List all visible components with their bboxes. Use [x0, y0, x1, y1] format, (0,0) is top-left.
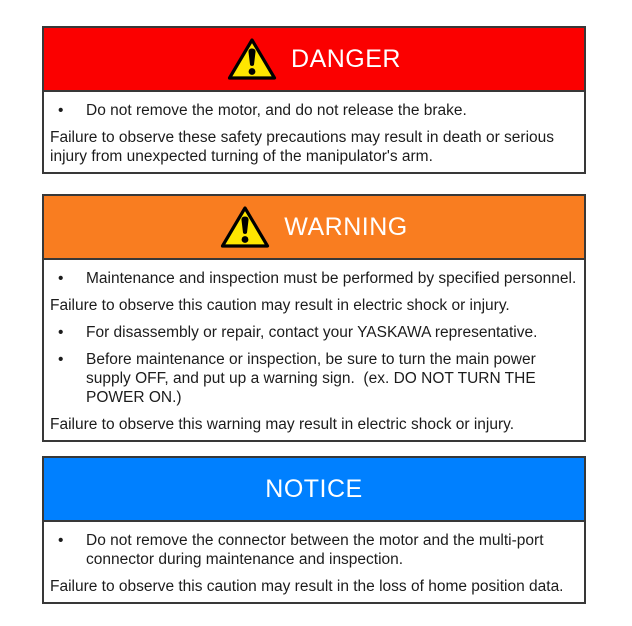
bullet-item [50, 101, 578, 120]
bullet-item [50, 269, 578, 288]
bullet-text: Do not remove the motor, and do not release the brake. [86, 102, 467, 119]
danger-body [44, 92, 584, 172]
note-paragraph: Failure to observe this caution may result in electric shock or injury. [50, 297, 510, 314]
bullet-text: Do not remove the connector between the motor and the multi-port connector during maintenance and inspection. [86, 532, 548, 568]
warning-triangle-icon [227, 37, 277, 81]
bullet-text: For disassembly or repair, contact your YASKAWA representative. [86, 324, 538, 341]
bullet-icon: • [58, 270, 64, 287]
bullet-text: Before maintenance or inspection, be sure to turn the main power supply OFF, and put up a warning sign. (ex. DO NOT TURN THE POWER ON.) [86, 351, 541, 406]
note-paragraph: Failure to observe this caution may result in the loss of home position data. [50, 578, 564, 595]
bullet-text: Maintenance and inspection must be performed by specified personnel. [86, 270, 577, 287]
bullet-icon: • [58, 102, 64, 119]
bullet-item [50, 350, 578, 407]
warning-body [44, 260, 584, 440]
notice-header [44, 458, 584, 522]
bullet-item [50, 531, 578, 569]
bullet-icon: • [58, 324, 64, 341]
notice-title: NOTICE [265, 474, 363, 503]
bullet-item [50, 323, 578, 342]
danger-panel [42, 26, 586, 174]
bullet-icon: • [58, 532, 64, 549]
warning-triangle-icon [220, 205, 270, 249]
bullet-icon: • [58, 351, 64, 368]
notice-panel [42, 456, 586, 604]
note-paragraph: Failure to observe these safety precautions may result in death or serious injury from unexpected turning of the manipulator's arm. [50, 129, 559, 165]
warning-panel [42, 194, 586, 442]
notice-body [44, 522, 584, 602]
warning-header [44, 196, 584, 260]
danger-title: DANGER [291, 44, 401, 73]
warning-title: WARNING [284, 212, 408, 241]
danger-header [44, 28, 584, 92]
note-paragraph: Failure to observe this warning may result in electric shock or injury. [50, 416, 515, 433]
